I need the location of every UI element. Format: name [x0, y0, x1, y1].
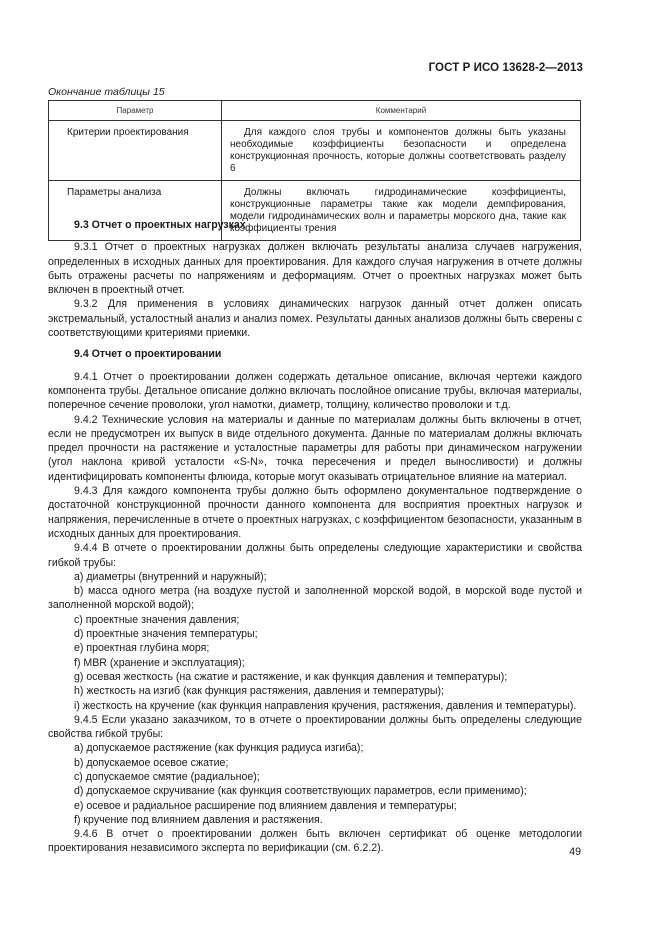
table-cell-comment: Для каждого слоя трубы и компонентов должны быть указаны необходимые коэффициенты безопасности и определена конструкционная прочность, которые должны соответствовать разделу 6: [222, 121, 581, 181]
list-item: d) проектные значения температуры;: [74, 628, 258, 641]
document-body: [48, 218, 582, 856]
list-item: f) MBR (хранение и эксплуатация);: [74, 656, 245, 669]
list-item: i) жесткость на кручение (как функция направления кручения, растяжения, давления и температуры).: [74, 699, 577, 712]
paragraph: 9.3.1 Отчет о проектных нагрузках должен включать результаты анализа случаев нагружения, определенных в исходных данных для проектирования. Для каждого случая нагружения в отчете должны быть отражены расчеты по напряжениям и деформациям. Отчет о проектных нагрузках может быть включен в проектный отчет.: [48, 241, 582, 297]
list-item: c) допускаемое смятие (радиальное);: [74, 770, 260, 783]
standard-code: ГОСТ Р ИСО 13628-2—2013: [428, 62, 583, 74]
paragraph: 9.4.5 Если указано заказчиком, то в отчете о проектировании должны быть определены следующие свойства гибкой трубы:: [48, 713, 582, 741]
table-cell-comment: Должны включать гидродинамические коэффициенты, конструкционные параметры такие как модели демпфирования, модели гидродинамических волн и параметры морского дна, такие как коэффициенты трения: [222, 181, 581, 241]
list-item: f) кручение под влиянием давления и растяжения.: [74, 813, 323, 826]
table-header-row: [49, 101, 581, 121]
list-item: g) осевая жесткость (на сжатие и растяжение, и как функция давления и температуры);: [74, 670, 508, 683]
col-header-comment: Комментарий: [222, 101, 581, 121]
section-heading: 9.4 Отчет о проектировании: [74, 348, 222, 361]
paragraph: 9.4.1 Отчет о проектировании должен содержать детальное описание, включая чертежи каждого компонента трубы. Детальное описание должно включать послойное описание трубы, включая материалы, поперечное сечение проволоки, угол намотки, диаметр, толщину, количество проволоки и т.д.: [48, 370, 582, 412]
table-cell-param: Критерии проектирования: [49, 121, 222, 181]
list-item: b) допускаемое осевое сжатие;: [74, 756, 229, 769]
list-item: b) масса одного метра (на воздухе пустой и заполненной морской водой, в морской воде пустой и заполненной морской водой);: [48, 585, 582, 612]
page-number: 49: [569, 846, 581, 858]
section-heading: 9.3 Отчет о проектных нагрузках: [74, 219, 246, 231]
list-item: h) жесткость на изгиб (как функция растяжения, давления и температуры);: [74, 685, 444, 698]
paragraph: 9.4.3 Для каждого компонента трубы должно быть оформлено документальное подтверждение о достаточной конструкционной прочности данного компонента для восприятия проектных нагрузок и напряжения, перечисленные в отчете о проектных нагрузках, с коэффициентом безопасности, указанным в исходных данных для проектирования.: [48, 485, 582, 540]
paragraph: 9.4.6 В отчет о проектировании должен быть включен сертификат об оценке методологии проектирования независимого эксперта по верификации (см. 6.2.2).: [48, 828, 582, 855]
paragraph: 9.4.4 В отчете о проектировании должны быть определены следующие характеристики и свойства гибкой трубы:: [48, 542, 582, 569]
list-item: e) осевое и радиальное расширение под влиянием давления и температуры;: [74, 799, 457, 812]
list-item: a) допускаемое растяжение (как функция радиуса изгиба);: [74, 742, 364, 755]
list-item: d) допускаемое скручивание (как функция соответствующих параметров, если применимо);: [74, 785, 527, 798]
paragraph: 9.3.2 Для применения в условиях динамических нагрузок данный отчет должен описать экстремальный, усталостный анализ и анализ помех. Результаты данных анализов должны быть сверены с соответствующими критериями приемки.: [48, 298, 582, 340]
table-row: [49, 121, 581, 181]
table-caption: Окончание таблицы 15: [48, 86, 165, 98]
table-cell-param: Параметры анализа: [49, 181, 222, 241]
col-header-param: Параметр: [49, 101, 222, 121]
list-item: e) проектная глубина моря;: [74, 642, 210, 655]
paragraph: 9.4.2 Технические условия на материалы и данные по материалам должны быть включены в отчет, если не предусмотрен их выпуск в виде отдельного документа. Данные по материалам должны включать предел прочности на растяжение и усталостные параметры для работы при динамическом нагружении (угол наклона кривой усталости «S-N», точка пересечения и предел выносливости) и должны идентифицировать компоненты флюида, которые могут оказывать отрицательное влияние на материал.: [48, 413, 582, 483]
list-item: a) диаметры (внутренний и наружный);: [74, 570, 267, 583]
list-item: c) проектные значения давления;: [74, 613, 240, 626]
